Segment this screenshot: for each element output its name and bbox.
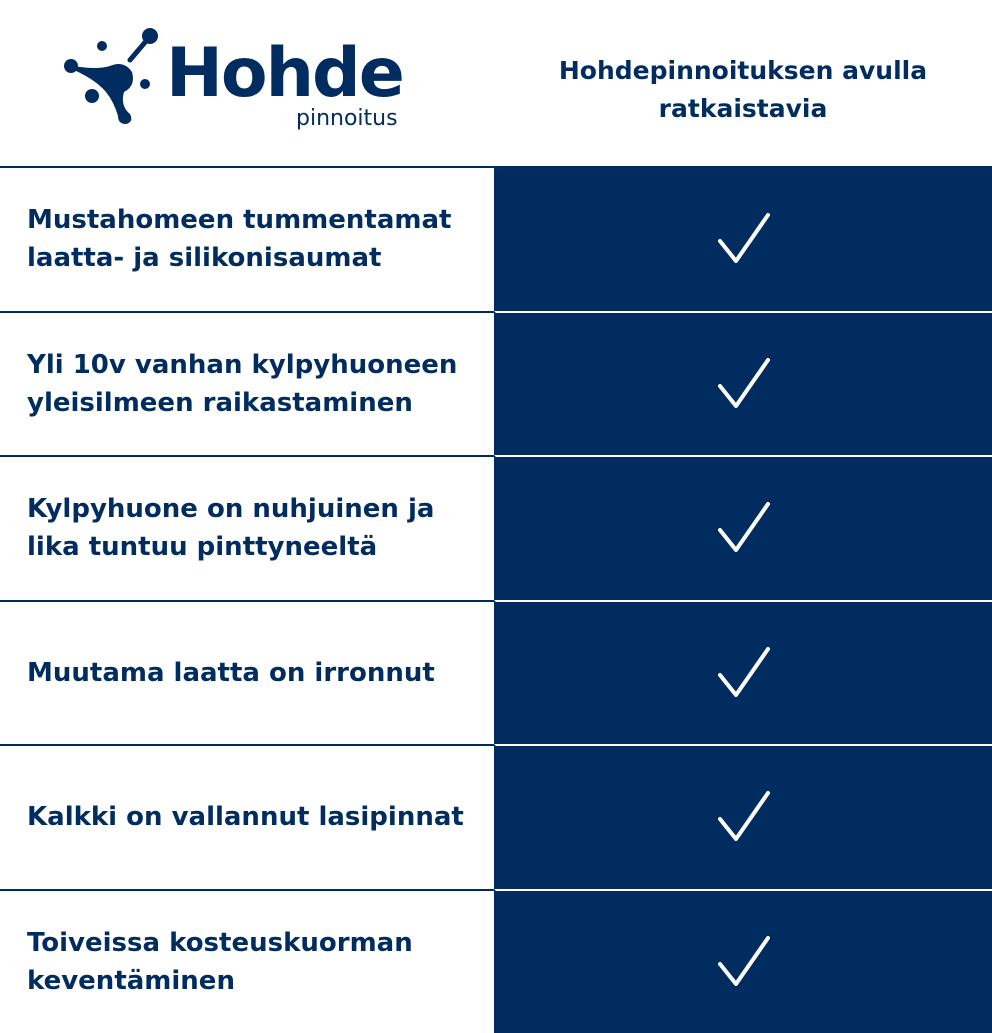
header: [0, 0, 992, 166]
checkmark-icon: [716, 645, 772, 701]
row-label: Mustahomeen tummentamat laatta- ja silikonisaumat: [0, 168, 494, 311]
row-label: Kylpyhuone on nuhjuinen ja lika tuntuu pinttyneeltä: [0, 457, 494, 600]
row-label: Toiveissa kosteuskuorman keventäminen: [0, 891, 494, 1033]
checkmark-icon: [716, 934, 772, 990]
table-row: [0, 744, 992, 889]
logo-subtitle: pinnoitus: [296, 106, 398, 132]
check-cell: [494, 168, 992, 311]
column-title: Hohdepinnoituksen avulla ratkaistavia: [494, 52, 992, 128]
table-row: [0, 600, 992, 745]
hohde-logo: [62, 26, 422, 136]
checkmark-icon: [716, 211, 772, 267]
row-label: Muutama laatta on irronnut: [0, 602, 494, 745]
row-label: Kalkki on vallannut lasipinnat: [0, 746, 494, 889]
logo-wordmark: Hohde: [166, 34, 403, 114]
check-cell: [494, 455, 992, 600]
check-cell: [494, 311, 992, 456]
table-row: [0, 889, 992, 1033]
checkmark-icon: [716, 500, 772, 556]
check-cell: [494, 600, 992, 745]
checkmark-icon: [716, 789, 772, 845]
table-row: [0, 166, 992, 311]
comparison-table: [0, 166, 992, 1033]
row-label: Yli 10v vanhan kylpyhuoneen yleisilmeen raikastaminen: [0, 313, 494, 456]
table-row: [0, 455, 992, 600]
table-row: [0, 311, 992, 456]
molecule-logo-icon: [62, 26, 167, 126]
check-cell: [494, 889, 992, 1033]
checkmark-icon: [716, 356, 772, 412]
check-cell: [494, 744, 992, 889]
